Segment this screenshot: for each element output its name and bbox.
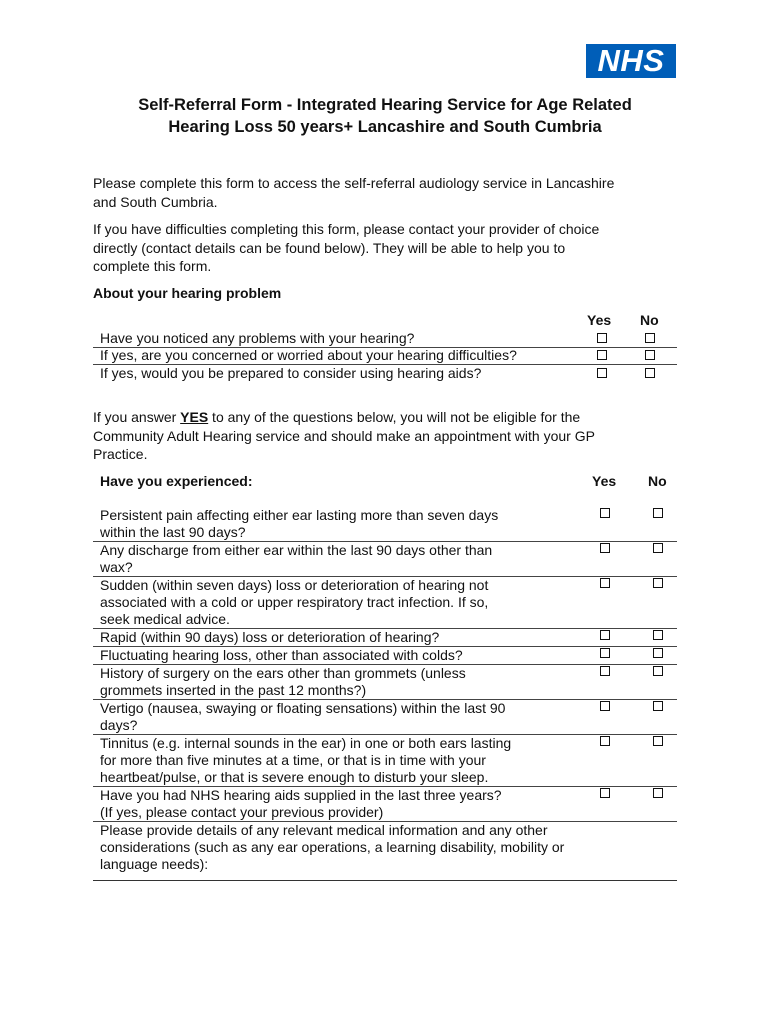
section-heading-experienced: Have you experienced: [100,473,253,489]
experience-question-line: Tinnitus (e.g. internal sounds in the ear) in one or both ears lasting [100,735,512,751]
form-title-line-1: Self-Referral Form - Integrated Hearing Service for Age Related [138,96,632,114]
experience-question-row [93,700,677,734]
experience-question-text [100,647,463,664]
experience-question-no-checkbox[interactable] [653,508,663,518]
experience-question-yes-checkbox[interactable] [600,701,610,711]
experience-question-text [100,700,505,734]
intro-text-line: and South Cumbria. [93,193,218,210]
notice-line-2: Community Adult Hearing service and should make an appointment with your GP [93,427,595,444]
hearing-question-row [93,330,677,347]
experience-question-text [100,629,439,646]
eligibility-notice [93,408,683,464]
section1-no-header: No [640,312,659,328]
hearing-question-no-checkbox[interactable] [645,350,655,360]
intro-text-line: If you have difficulties completing this form, please contact your provider of choice [93,221,600,237]
details-prompt-line: language needs): [100,856,209,872]
experience-question-line: grommets inserted in the past 12 months?) [100,682,367,698]
experience-question-line: Sudden (within seven days) loss or deterioration of hearing not [100,577,489,593]
details-prompt-line: Please provide details of any relevant medical information and any other [100,822,548,838]
intro-paragraph-2 [93,220,683,276]
experience-question-text [100,787,502,821]
experience-question-yes-checkbox[interactable] [600,630,610,640]
experience-question-line: heartbeat/pulse, or that is severe enough to disturb your sleep. [100,769,489,785]
form-title-line-2: Hearing Loss 50 years+ Lancashire and South Cumbria [168,118,602,136]
intro-paragraph-1 [93,174,683,211]
notice-text: If you answer [93,409,181,425]
hearing-question-text: If yes, are you concerned or worried about your hearing difficulties? [100,347,517,363]
experience-question-row [93,787,677,821]
hearing-question-text: Have you noticed any problems with your hearing? [100,330,415,346]
form-title [60,94,710,138]
experience-question-yes-checkbox[interactable] [600,788,610,798]
experience-question-text [100,507,498,541]
experience-question-line: for more than five minutes at a time, or that is in time with your [100,752,486,768]
experience-question-line: days? [100,717,138,733]
experience-question-row [93,542,677,576]
section2-no-header: No [648,473,667,489]
section2-yes-header: Yes [592,473,617,489]
experience-question-row [93,735,677,786]
hearing-question-yes-checkbox[interactable] [597,333,607,343]
experience-question-no-checkbox[interactable] [653,701,663,711]
experience-question-no-checkbox[interactable] [653,666,663,676]
experience-question-line: within the last 90 days? [100,524,246,540]
hearing-question-text: If yes, would you be prepared to consider using hearing aids? [100,365,482,381]
notice-text: to any of the questions below, you will not be eligible for the [208,409,581,425]
experience-question-yes-checkbox[interactable] [600,508,610,518]
experience-question-yes-checkbox[interactable] [600,736,610,746]
hearing-question-yes-checkbox[interactable] [597,350,607,360]
notice-line-1 [93,408,683,427]
experience-question-line: Persistent pain affecting either ear lasting more than seven days [100,507,499,523]
experience-question-row [93,647,677,664]
experience-question-row [93,629,677,646]
experience-question-yes-checkbox[interactable] [600,578,610,588]
experience-question-no-checkbox[interactable] [653,736,663,746]
experience-question-line: Fluctuating hearing loss, other than associated with colds? [100,647,463,663]
experience-question-yes-checkbox[interactable] [600,543,610,553]
hearing-question-yes-checkbox[interactable] [597,368,607,378]
notice-yes-emphasis: YES [180,409,209,425]
experience-question-line: associated with a cold or upper respiratory tract infection. If so, [100,594,489,610]
hearing-question-no-checkbox[interactable] [645,368,655,378]
experience-question-row [93,507,677,541]
experience-question-line: (If yes, please contact your previous provider) [100,804,384,820]
experience-question-row [93,577,677,628]
experience-question-no-checkbox[interactable] [653,630,663,640]
details-answer-line [93,880,677,881]
details-prompt-line: considerations (such as any ear operations, a learning disability, mobility or [100,839,565,855]
experience-question-no-checkbox[interactable] [653,788,663,798]
experience-question-text [100,665,466,699]
hearing-question-row [93,347,677,364]
experience-question-line: Vertigo (nausea, swaying or floating sensations) within the last 90 [100,700,506,716]
experience-question-line: seek medical advice. [100,611,230,627]
experience-question-no-checkbox[interactable] [653,543,663,553]
experience-question-no-checkbox[interactable] [653,648,663,658]
hearing-question-row [93,365,677,382]
nhs-logo: NHS [586,44,676,78]
section-heading-hearing-problem: About your hearing problem [93,285,282,301]
experience-question-yes-checkbox[interactable] [600,666,610,676]
experience-question-no-checkbox[interactable] [653,578,663,588]
experience-question-text [100,577,488,628]
intro-text-line: Please complete this form to access the self-referral audiology service in Lancashire [93,175,615,191]
experience-question-line: History of surgery on the ears other than grommets (unless [100,665,466,681]
experience-question-line: Have you had NHS hearing aids supplied in the last three years? [100,787,502,803]
experience-question-line: wax? [100,559,133,575]
experience-question-yes-checkbox[interactable] [600,648,610,658]
intro-text-line: directly (contact details can be found below). They will be able to help you to [93,239,566,256]
intro-text-line: complete this form. [93,258,212,274]
details-prompt-text [100,822,564,873]
section1-yes-header: Yes [587,312,612,328]
experience-question-text [100,735,511,786]
hearing-question-no-checkbox[interactable] [645,333,655,343]
experience-question-line: Any discharge from either ear within the last 90 days other than [100,542,493,558]
experience-question-row [93,665,677,699]
notice-line-3: Practice. [93,446,148,462]
experience-question-line: Rapid (within 90 days) loss or deterioration of hearing? [100,629,440,645]
experience-question-text [100,542,492,576]
